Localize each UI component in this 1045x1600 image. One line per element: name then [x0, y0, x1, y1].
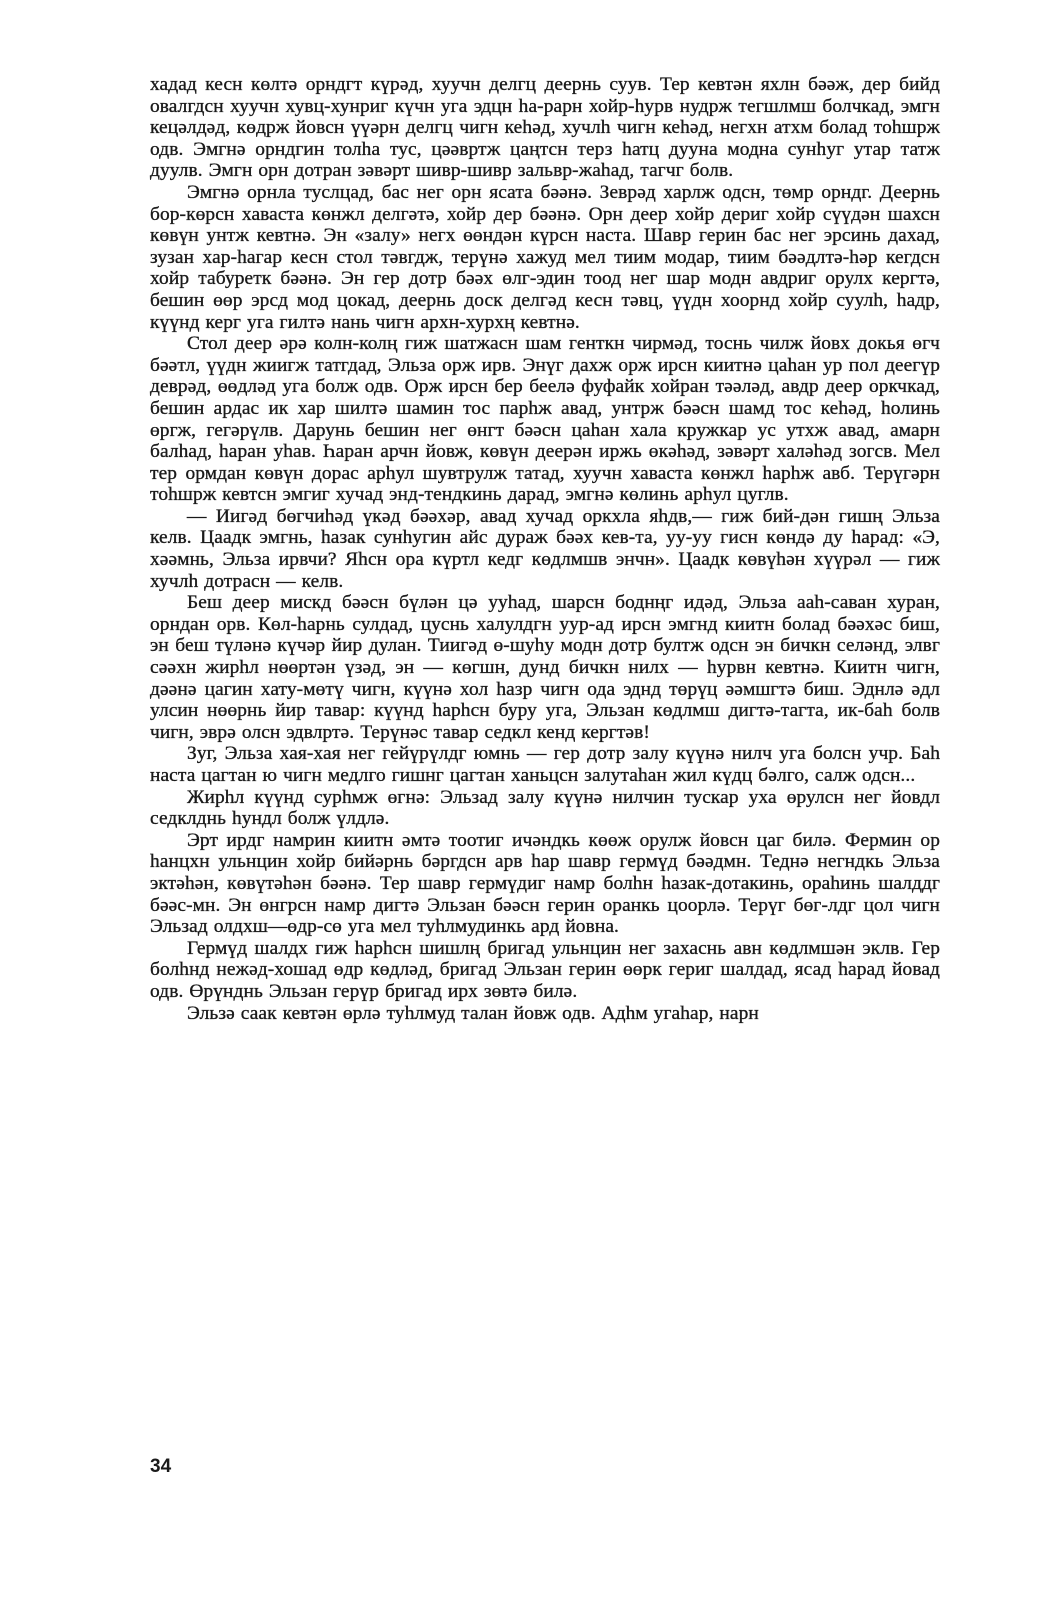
paragraph: Зуг, Эльза хая-хая нег гейүрүлдг юмнь — гер дотр залу күүнә нилч уга болсн учр. Баһ наста цагтан ю чигн медлго гишнг цагтан ханьцсн залутаһан жил күдц бәлго, салж одсн...: [150, 743, 940, 786]
paragraph: Жирһл күүнд сурһмж өгнә: Эльзад залу күүнә нилчин тускар уха өрулсн нег йовдл седклднь һундл болж үлдлә.: [150, 786, 940, 830]
paragraph: хадад кесн көлтә орндгт күрәд, хуучн делгц деернь суув. Тер кевтән яхлн бәәж, дер бийд овалгдсн хуучн хувц-хунриг күчн уга эдцн һа-рарн хойр-һурв нудрж тегшлмш болчкад, эмгн кецәлдәд, көдрж йовсн үүәрн делгц чигн кеһәд, хучлһ чигн кеһәд, негхн атхм болад тоһшрж одв. Эмгнә орндгин толһа тус, цәәвртж цаңтсн терз һатц дууна модна сунһуг утар татж дуулв. Эмгн орн дотран зәвәрт шивр-шивр зальвр-жаһад, тагчг болв.: [150, 74, 940, 182]
paragraph: Беш деер мискд бәәсн бүлән цә ууһад, шарсн боднңг идәд, Эльза ааһ-саван хуран, орндан орв. Көл-һарнь сулдад, цуснь халулдгн уур-ад ирсн эмгнд киитн болад бәәхәс биш, эн беш түләнә күчәр йир дулан. Тиигәд ө-шуһу модн дотр бултж одсн эн бичкн селәнд, элвг сәәхн жирһл нөөртән үзәд, эн — көгшн, дунд бичкн нилх — һурвн кевтнә. Киитн чигн, дәәнә цагин хату-мөтү чигн, күүнә хол һазр чигн ода эднд төрүц әәмшгтә биш. Эднлә әдл улсин нөөрнь йир тавар: күүнд һарһсн буру уга, Эльзан көдлмш дигтә-тагта, ик-баһ болв чигн, эврә олсн эдвлртә. Терүнәс тавар седкл кенд кергтәв!: [150, 592, 940, 743]
paragraph: Эмгнә орнла туслцад, бас нег орн ясата бәәнә. Зеврәд харлж одсн, төмр орндг. Деернь бор-көрсн хаваста көнжл делгәтә, хойр дер бәәнә. Орн деер хойр дериг хойр сүүдән шахсн көвүн унтж кевтнә. Эн «залу» негх өөндән күрсн наста. Шавр герин бас нег эрсинь дахад, зузан хар-һагар кесн стол тәвгдж, терүнә хажуд мел тиим модар, тиим бәәдлтә-һәр кегдсн хойр табуретк бәәнә. Эн гер дотр бәәх өлг-эдин тоод нег шар модн авдриг орулх кергтә, бешин өөр эрсд мод цокад, деернь доск делгәд кесн тәвц, үүдн хоорнд хойр суулһ, һадр, күүнд керг уга гилтә нань чигн архн-хурхң кевтнә.: [150, 181, 940, 333]
page-body: [150, 74, 940, 1024]
paragraph: Гермүд шалдх гиж һарһсн шишлң бригад ульнцин нег захаснь авн көдлмшән эклв. Гер болһнд нежәд-хошад өдр көдләд, бригад Эльзан герин өөрк гериг шалдад, ясад һарад йовад одв. Өрүнднь Эльзан герүр бригад ирх зөвтә билә.: [150, 937, 940, 1002]
paragraph: Эльзә саак кевтән өрлә туһлмуд талан йовж одв. Адһм угаһар, нарн: [187, 1002, 759, 1024]
page-number: 34: [150, 1456, 172, 1477]
paragraph: — Иигәд бөгчиһәд үкәд бәәхәр, авад хучад оркхла яһдв,— гиж бий-дән гишң Эльза келв. Цаадк эмгнь, һазак сунһугин айс дураж бәәх кев-та, уу-уу гисн көндә ду һарад: «Э, хәәмнь, Эльза ирвчи? Яһсн ора күртл кедг көдлмшв энчн». Цаадк көвүһән хүүрәл — гиж хучлһ дотрасн — келв.: [150, 505, 940, 592]
paragraph: Эрт ирдг намрин киитн әмтә тоотиг ичәндкь көөж орулж йовсн цаг билә. Фермин ор һанцхн ульнцин хойр бийәрнь бәргдсн арв һар шавр гермүд бәәдмн. Теднә негндкь Эльза эктәһән, көвүтәһән бәәнә. Тер шавр гермүдиг намр болһн һазак-дотакинь, ораһинь шалддг бәәс-мн. Эн өнгрсн намр дигтә Эльзан бәәсн герин оранкь цоорлә. Терүг бөг-лдг цол чигн Эльзад олдхш—өдр-сө уга мел туһлмудинкь ард йовна.: [150, 829, 940, 938]
paragraph: Стол деер әрә колн-колң гиж шатжасн шам генткн чирмәд, тоснь чилж йовх докья өгч бәәтл, үүдн жиигж татгдад, Эльза орж ирв. Энүг дахж орж ирсн киитнә цаһан ур пол деегүр деврәд, өөдләд уга болж одв. Орж ирсн бер беелә фуфайк хойран тәәләд, авдр деер оркчкад, бешин ардас ик хар шилтә шамин тос парһж авад, унтрж бәәсн шамд тос кеһәд, һолинь өргж, гегәрүлв. Дарунь бешин нег өнгт бәәсн цаһан хала кружкар ус утхж авад, амарн балһад, һаран уһав. Һаран арчн йовж, көвүн деерән иржь өкәһәд, зәвәрт халәһәд зогсв. Мел тер ормдан көвүн дорас арһул шувтрулж татад, хуучн хаваста көнжл һарһж авб. Терүгәрн тоһшрж кевтсн эмгиг хучад энд-тендкинь дарад, эмгнә көлинь арһул цуглв.: [150, 333, 940, 506]
